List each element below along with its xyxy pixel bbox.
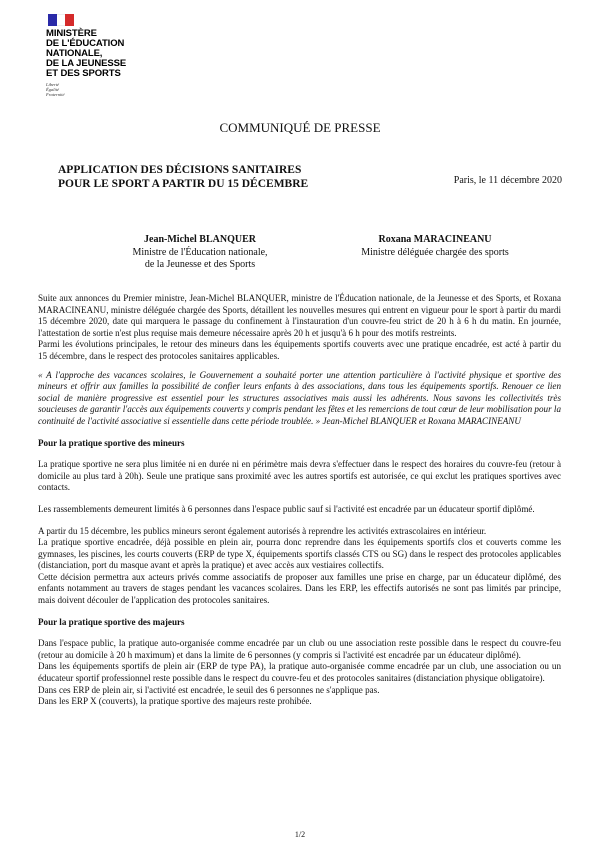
logo-line: NATIONALE, xyxy=(46,48,103,59)
press-release-title: COMMUNIQUÉ DE PRESSE xyxy=(219,120,381,135)
minors-paragraph: La pratique sportive ne sera plus limitée ni en durée ni en périmètre mais devra s'effectuer dans le respect des horaires du couvre-feu (retour à domicile au plus tard à 20h). Seule une pratique sans proximité avec les autres sportifs est autorisée, ce qui exclut les pratiques sportives avec contacts. xyxy=(38,459,561,493)
headline-line: APPLICATION DES DÉCISIONS SANITAIRES xyxy=(58,164,302,176)
headline xyxy=(58,163,308,191)
body-text xyxy=(38,293,561,708)
minors-paragraph: A partir du 15 décembre, les publics mineurs seront également autorisés à reprendre les activités extrascolaires en intérieur. xyxy=(38,525,487,536)
signatory-role: Ministre déléguée chargée des sports xyxy=(361,246,509,258)
signatory-name: Jean-Michel BLANQUER xyxy=(144,234,256,245)
minors-paragraph: Cette décision permettra aux acteurs privés comme associatifs de proposer aux familles une prise en charge, par un éducateur diplômé, des enfants notamment au travers de stages pendant les vacances scolaires. Dans les ERP, les effectifs autorisés ne sont pas limités par principe, mais doivent découler de l'application des protocoles sanitaires. xyxy=(38,571,561,606)
intro-paragraph: Parmi les évolutions principales, le retour des mineurs dans les équipements sportifs couverts avec une pratique encadrée, est acté à partir du 15 décembre, dans le respect des protocoles sanitaires applicables. xyxy=(38,339,561,361)
signatory-blanquer xyxy=(100,234,300,272)
motto-line: Égalité xyxy=(46,87,59,92)
french-flag-icon xyxy=(48,14,74,26)
signatory-role: Ministre de l'Éducation nationale, xyxy=(132,246,268,258)
signatory-maracineanu xyxy=(330,234,540,259)
logo-line: ET DES SPORTS xyxy=(46,68,121,79)
ministers-quote: « A l'approche des vacances scolaires, le Gouvernement a souhaité porter une attention particulière à l'activité physique et sportive des mineurs et offrir aux familles la possibilité de confier leurs enfants à des associations, dans tous les équipements sportifs. Renouer ce lien social de manière progressive est essentiel pour les structures associatives mais aussi les adhérents. Nous savons les collectivités très soucieuses de garantir l'accès aux équipements couverts y compris pendant les fêtes et les remercions de tout cœur de leur mobilisation pour la continuité de l'activité associative si essentielle dans cette période troublée. » Jean-Michel BLANQUER et Roxana MARACINEANU xyxy=(38,369,561,426)
logo-line: DE L'ÉDUCATION xyxy=(46,38,125,49)
date-line: Paris, le 11 décembre 2020 xyxy=(453,175,562,186)
motto-line: Fraternité xyxy=(46,92,65,97)
ministry-logo xyxy=(46,14,166,97)
logo-motto xyxy=(46,82,166,97)
intro-paragraph: Suite aux annonces du Premier ministre, Jean-Michel BLANQUER, ministre de l'Éducation nationale, de la Jeunesse et des Sports, et Roxana MARACINEANU, ministre déléguée chargée des Sports, détaillent les nouvelles mesures qui entrent en vigueur pour le sport à partir du mardi 15 décembre 2020, date qui marquera le passage du confinement à l'instauration d'un couvre-feu strict de 20 h à 6 h du matin. En journée, l'attestation de sortie n'est plus requise mais demeure nécessaire après 20 h et jusqu'à 6 h pour des motifs restreints. xyxy=(38,293,561,338)
logo-line: DE LA JEUNESSE xyxy=(46,58,127,69)
signatory-role: de la Jeunesse et des Sports xyxy=(144,259,256,270)
minors-paragraph: La pratique sportive encadrée, déjà possible en plein air, pourra donc reprendre dans les équipements sportifs clos et couverts comme les gymnases, les piscines, les courts couverts (ERP de type X, équipements sportifs classés CTS ou SG) dans le respect des protocoles applicables (distanciation, port du masque avant et après la pratique) et avec accès aux vestiaires collectifs. xyxy=(38,537,561,571)
adults-paragraph: Dans l'espace public, la pratique auto-organisée comme encadrée par un club ou une association reste possible dans le respect du couvre-feu (retour au domicile à 20 h maximum) et dans la limite de 6 personnes (y compris si l'activité est encadrée par un éducateur diplômé). xyxy=(38,638,561,660)
section-heading-adults: Pour la pratique sportive des majeurs xyxy=(38,616,185,627)
logo-line: MINISTÈRE xyxy=(46,28,97,39)
section-heading-minors: Pour la pratique sportive des mineurs xyxy=(38,437,185,448)
motto-line: Liberté xyxy=(46,82,59,87)
adults-paragraph: Dans les ERP X (couverts), la pratique sportive des majeurs reste prohibée. xyxy=(38,696,312,707)
minors-paragraph: Les rassemblements demeurent limités à 6 personnes dans l'espace public sauf si l'activité est encadrée par un éducateur sportif diplômé. xyxy=(38,503,535,514)
headline-line: POUR LE SPORT A PARTIR DU 15 DÉCEMBRE xyxy=(58,178,309,190)
page-number: 1/2 xyxy=(294,830,306,839)
adults-paragraph: Dans les équipements sportifs de plein air (ERP de type PA), la pratique auto-organisée comme encadrée par un club, une association ou un éducateur sportif professionnel reste possible dans le respect du couvre-feu et des protocoles sanitaires (distanciation physique obligatoire). xyxy=(38,661,561,684)
signatory-name: Roxana MARACINEANU xyxy=(378,234,492,245)
adults-paragraph: Dans ces ERP de plein air, si l'activité est encadrée, le seuil des 6 personnes ne s'applique pas. xyxy=(38,684,380,695)
